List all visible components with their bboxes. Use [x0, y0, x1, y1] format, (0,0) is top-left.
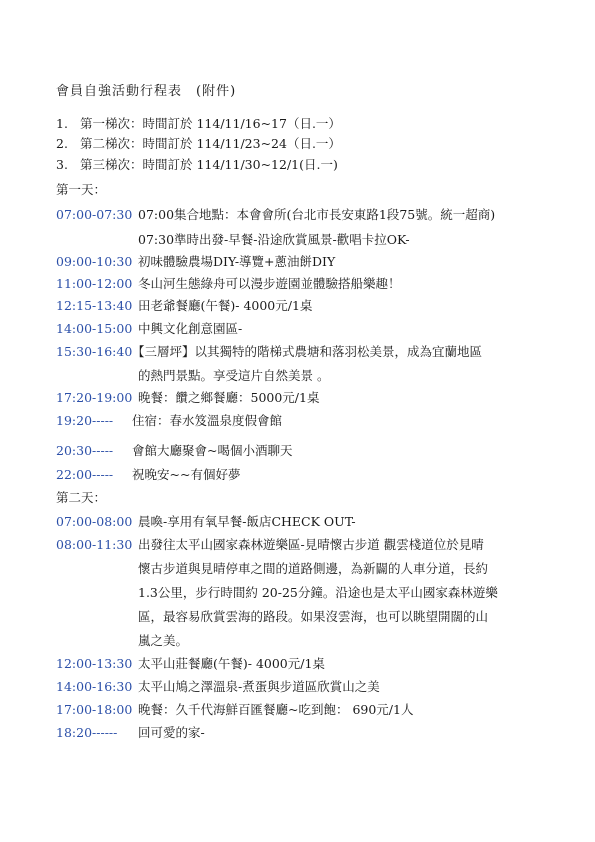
schedule-time: 14:00-15:00: [56, 321, 133, 336]
schedule-time: 07:00-07:30: [56, 207, 133, 222]
schedule-desc: 【三層坪】以其獨特的階梯式農塘和落羽松美景，成為宜蘭地區: [132, 344, 483, 359]
schedule-time: 15:30-16:40: [56, 344, 133, 359]
schedule-desc: 07:30準時出發-早餐-沿途欣賞風景-歡唱卡拉OK-: [138, 232, 410, 247]
schedule-desc: 出發往太平山國家森林遊樂區-見晴懷古步道 觀雲棧道位於見晴: [138, 537, 484, 552]
schedule-desc: 的熱門景點。享受這片自然美景 。: [138, 368, 330, 383]
schedule-desc: 太平山莊餐廳(午餐)- 4000元/1桌: [138, 656, 325, 671]
batch-number: 3.: [56, 157, 68, 172]
schedule-time: 09:00-10:30: [56, 254, 133, 269]
schedule-desc: 回可愛的家-: [138, 725, 205, 740]
batch-text: 第三梯次：時間訂於 114/11/30~12/1(日.一): [80, 157, 338, 172]
batch-number: 1.: [56, 116, 68, 131]
title-text: 會員自強活動行程表: [56, 84, 183, 99]
schedule-desc: 嵐之美。: [138, 633, 189, 648]
batch-item: [56, 157, 338, 173]
schedule-time: 07:00-08:00: [56, 514, 133, 529]
day1-label: 第一天：: [56, 182, 107, 197]
schedule-time: 19:20-----: [56, 413, 114, 428]
schedule-desc: 冬山河生態綠舟可以漫步遊園並體驗搭船樂趣！: [138, 276, 401, 291]
schedule-desc: 1.3公里，步行時間約 20-25分鐘。沿途也是太平山國家森林遊樂: [138, 585, 498, 600]
schedule-time: 11:00-12:00: [56, 276, 133, 291]
schedule-desc: 太平山鳩之澤溫泉-煮蛋與步道區欣賞山之美: [138, 679, 380, 694]
schedule-time: 12:00-13:30: [56, 656, 133, 671]
schedule-desc: 會館大廳聚會~喝個小酒聊天: [132, 443, 293, 458]
schedule-time: 22:00-----: [56, 467, 114, 482]
schedule-time: 12:15-13:40: [56, 298, 133, 313]
schedule-desc: 07:00集合地點：本會會所(台北市長安東路1段75號。統一超商): [138, 207, 496, 222]
schedule-desc: 懷古步道與見晴停車之間的道路側邊，為新闢的人車分道，長約: [138, 561, 489, 576]
schedule-time: 14:00-16:30: [56, 679, 133, 694]
schedule-desc: 初味體驗農場DIY-導覽+蔥油餅DIY: [138, 254, 336, 269]
schedule-time: 18:20------: [56, 725, 118, 740]
schedule-time: 17:20-19:00: [56, 390, 133, 405]
schedule-desc: 晨喚-享用有氧早餐-飯店CHECK OUT-: [138, 514, 356, 529]
batch-item: [56, 116, 341, 132]
schedule-time: 08:00-11:30: [56, 537, 133, 552]
batch-text: 第一梯次：時間訂於 114/11/16~17（日.一）: [80, 116, 341, 131]
title-note: (附件): [196, 84, 237, 99]
schedule-time: 20:30-----: [56, 443, 114, 458]
schedule-desc: 中興文化創意園區-: [138, 321, 243, 336]
batch-item: [56, 136, 341, 152]
schedule-desc: 晚餐：久千代海鮮百匯餐廳~吃到飽： 690元/1人: [138, 702, 414, 717]
schedule-desc: 田老爺餐廳(午餐)- 4000元/1桌: [138, 298, 313, 313]
document-title: [56, 80, 236, 99]
day2-label: 第二天：: [56, 490, 107, 505]
schedule-desc: 晚餐：饡之鄉餐廳：5000元/1桌: [138, 390, 320, 405]
batch-text: 第二梯次：時間訂於 114/11/23~24（日.一）: [80, 136, 341, 151]
schedule-desc: 住宿：春水笈溫泉度假會館: [132, 413, 283, 428]
schedule-desc: 祝晚安~~有個好夢: [132, 467, 241, 482]
schedule-time: 17:00-18:00: [56, 702, 133, 717]
schedule-desc: 區，最容易欣賞雲海的路段。如果沒雲海，也可以眺望開闊的山: [138, 609, 489, 624]
batch-number: 2.: [56, 136, 68, 151]
